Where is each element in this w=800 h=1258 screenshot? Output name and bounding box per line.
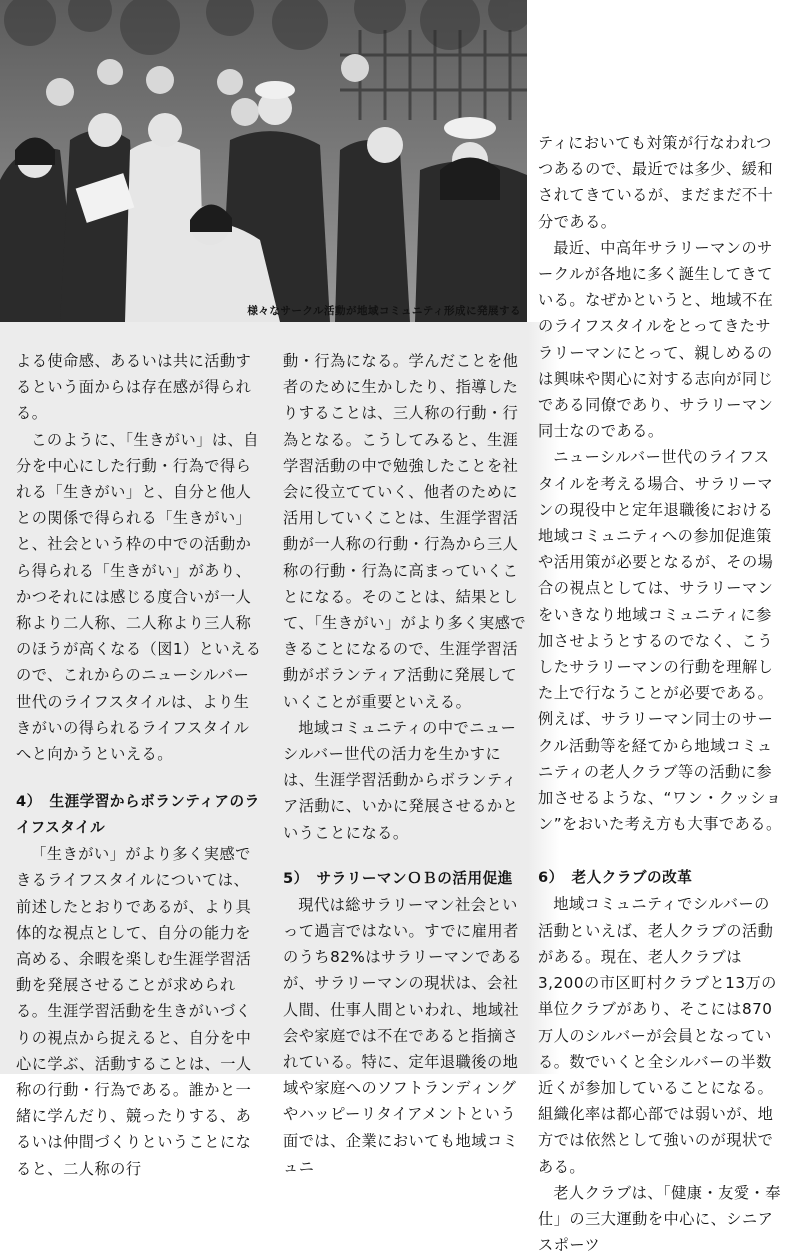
article-column-1 [16,348,263,1182]
article-column-3 [538,130,783,1258]
paragraph: 地域コミュニティの中でニューシルバー世代の活力を生かすには、生涯学習活動からボランティア活動に、いかに発展させるかということになる。 [283,718,519,842]
article-column-2 [283,348,528,1180]
photo-caption: 様々なサークル活動が地域コミュニティ形成に発展する [247,305,521,317]
paragraph: ニューシルバー世代のライフスタイルを考える場合、サラリーマンの現役中と定年退職後における地域コミュニティへの参加促進策や活用策が必要となるが、その場合の視点としては、サラリーマンをいきなり地域コミュニティに参加させようとするのでなく、こうしたサラリーマンの行動を理解した上で行なうことが必要である。例えば、サラリーマン同士のサークル活動等を経てから地域コミュニティの老人クラブ等の活動に参加させるような、“ワン・クッション”をおいた考え方も大事である。 [538,448,782,834]
paragraph: このように、「生きがい」は、自分を中心にした行動・行為で得られる「生きがい」と、自分と他人との関係で得られる「生きがい」と、社会という枠の中での活動から得られる「生きがい」があり、かつそれには感じる度合いが一人称より二人称、二人称より三人称のほうが高くなる（図1）といえるので、これからのニューシルバー世代のライフスタイルは、より生きがいの得られるライフスタイルへと向かうといえる。 [16,430,262,764]
paragraph: 現代は総サラリーマン社会といって過言ではない。すでに雇用者のうち82%はサラリーマンであるが、サラリーマンの現状は、会社人間、仕事人間といわれ、地域社会や家庭では不在であると指摘されている。特に、定年退職後の地域や家庭へのソフトランディングやハッピーリタイアメントという面では、企業においても地域コミュニ [283,895,523,1176]
paragraph: 動・行為になる。学んだことを他者のために生かしたり、指導したりすることは、三人称の行動・行為となる。こうしてみると、生涯学習活動の中で勉強したことを社会に役立てていく、他者のために活用していくことは、生涯学習活動が一人称の行動・行為から三人称の行動・行為に高まっていくことになる。そのことは、結果として、「生きがい」がより多く実感できることになるので、生涯学習活動がボランティア活動に発展していくことが重要といえる。 [283,352,527,711]
paragraph: 地域コミュニティでシルバーの活動といえば、老人クラブの活動がある。現在、老人クラブは3,200の市区町村クラブと13万の単位クラブがあり、そこには870万人のシルバーが会員となっている。数でいくと全シルバーの半数近くが参加していることになる。組織化率は都心部では弱いが、地方では依然として強いのが現状である。 [538,895,777,1176]
paragraph: 老人クラブは、「健康・友愛・奉仕」の三大運動を中心に、シニアスポーツ [538,1183,781,1255]
paragraph: 最近、中高年サラリーマンのサークルが各地に多く誕生してきている。なぜかというと、地域不在のライフスタイルをとってきたサラリーマンにとって、親しめるのは興味や関心に対する志向が同じである同僚であり、サラリーマン同士なのである。 [538,238,774,441]
section-heading-5: 5） サラリーマンＯＢの活用促進 [283,869,513,887]
paragraph: よる使命感、あるいは共に活動するという面からは存在感が得られる。 [16,352,252,423]
paragraph: 「生きがい」がより多く実感できるライフスタイルについては、前述したとおりであるが、より具体的な視点として、自分の能力を高める、余暇を楽しむ生涯学習活動を発展させることが求められる。生涯学習活動を生きがいづくりの視点から捉えると、自分を中心に学ぶ、活動することは、一人称の行動・行為である。誰かと一緒に学んだり、競ったりする、あるいは仲間づくりということになると、二人称の行 [16,845,252,1178]
group-photo-illustration [0,0,527,322]
group-photo [0,0,527,322]
section-heading-4: 4） 生涯学習からボランティアのライフスタイル [16,793,260,837]
section-heading-6: 6） 老人クラブの改革 [538,869,693,887]
paragraph: ティにおいても対策が行なわれつつあるので、最近では多少、緩和されてきているが、まだまだ不十分である。 [538,134,774,231]
